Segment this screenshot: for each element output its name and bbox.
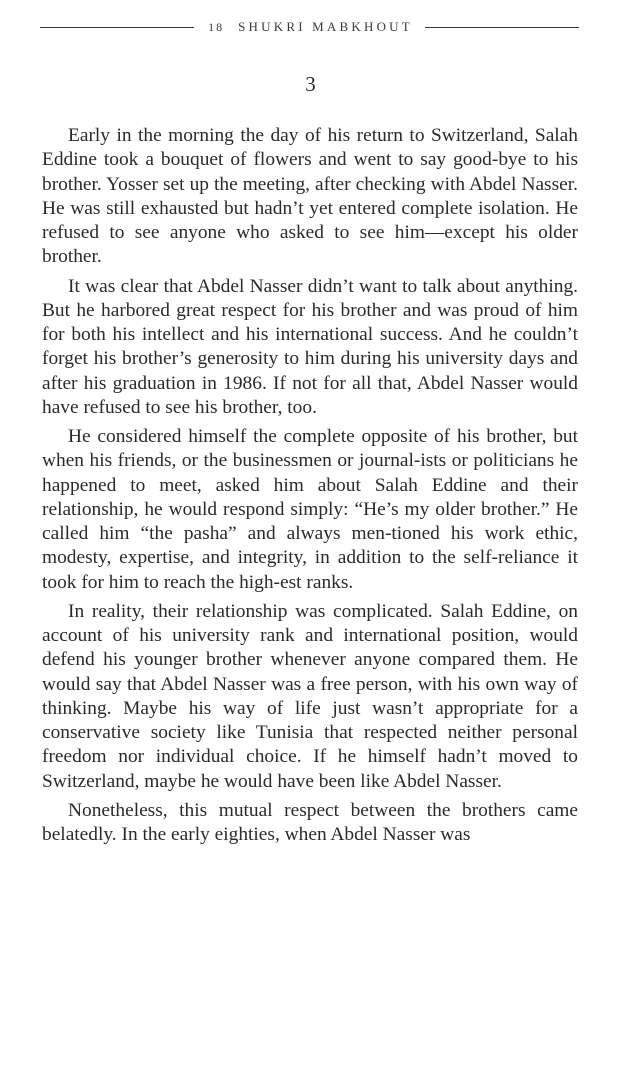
running-head-right-rule [425, 27, 579, 28]
running-head [40, 17, 579, 37]
page-number: 18 [208, 19, 225, 34]
body-text [42, 124, 578, 852]
running-head-left-rule [40, 27, 194, 28]
running-head-author: SHUKRI MABKHOUT [238, 19, 413, 34]
paragraph: In reality, their relationship was complicated. Salah Eddine, on account of his university rank and international position, would defend his younger brother whenever anyone compared them. He would say that Abdel Nasser was a free person, with his own way of thinking. Maybe his way of life just wasn’t appropriate for a conservative society like Tunisia that respected neither personal freedom nor individual choice. If he himself hadn’t moved to Switzerland, maybe he would have been like Abdel Nasser. [42, 600, 578, 792]
paragraph: It was clear that Abdel Nasser didn’t want to talk about anything. But he harbored great respect for his brother and was proud of him for both his intellect and his international success. And he couldn’t forget his brother’s generosity to him during his university days and after his graduation in 1986. If not for all that, Abdel Nasser would have refused to see his brother, too. [42, 275, 578, 418]
paragraph: Early in the morning the day of his return to Switzerland, Salah Eddine took a bouquet of flowers and went to say good-bye to his brother. Yosser set up the meeting, after checking with Abdel Nasser. He was still exhausted but hadn’t yet entered complete isolation. He refused to see anyone who asked to see him—except his older brother. [42, 125, 578, 268]
chapter-number: 3 [305, 72, 316, 96]
paragraph: He considered himself the complete opposite of his brother, but when his friends, or the businessmen or journal-ists or politicians he happened to meet, asked him about Salah Eddine and their relationship, he would respond simply: “He’s my older brother.” He called him “the pasha” and always men-tioned his work ethic, modesty, expertise, and integrity, in addition to the self-reliance it took for him to reach the high-est ranks. [42, 426, 578, 593]
paragraph: Nonetheless, this mutual respect between the brothers came belatedly. In the early eighties, when Abdel Nasser was [42, 799, 578, 845]
